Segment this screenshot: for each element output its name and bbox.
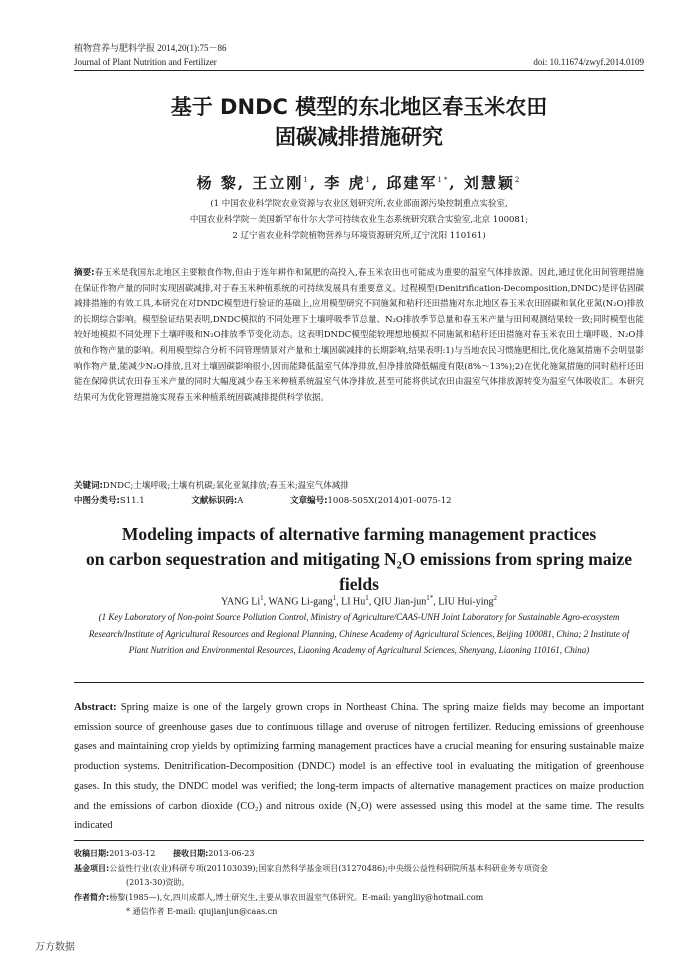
author-cn: 王立刚 xyxy=(252,174,304,192)
author-sup: 1 xyxy=(303,176,310,184)
keywords-cn xyxy=(74,479,644,491)
abstract-cn xyxy=(74,266,644,406)
accepted-date: 2013-06-23 xyxy=(208,849,255,858)
fund-label: 基金项目: xyxy=(74,863,110,873)
title-en-line: Modeling impacts of alternative farming management practices xyxy=(121,524,597,544)
keywords-cn-label: 关键词: xyxy=(74,481,103,491)
author-sup: 1 xyxy=(365,176,372,184)
abstract-rule xyxy=(74,682,644,683)
author-sup: 2 xyxy=(514,176,522,184)
affiliation-cn xyxy=(74,196,644,244)
fund-text: 公益性行业(农业)科研专项(201103039);国家自然科学基金项目(31270486);中央级公益性科研院所基本科研业务专项资金 xyxy=(109,863,548,873)
received-label: 收稿日期: xyxy=(74,849,110,858)
fund-line-2: (2013-30)资助。 xyxy=(126,878,190,887)
doc-code-label: 文献标识码: xyxy=(191,496,238,506)
journal-header-cn: 植物营养与肥料学报 2014,20(1):75－86 xyxy=(74,43,227,53)
abstract-cn-text: 春玉米是我国东北地区主要粮食作物,但由于连年耕作和氮肥的高投入,春玉米农田也可能成为重要的温室气体排放源。因此,通过优化田间管理措施在保证作物产量的同时实现固碳减排,对于春玉米种植系统的可持续发展具有重要意义。过程模型(Denitrification-Decomposition,DNDC)是评估固碳减排措施的有效工具,本研究在对DNDC模型进行验证的基础上,应用模型研究不同施氮和秸秆还田措施对东北地区春玉米农田固碳和氧化亚氮(N₂O)排放的长期综合影响。模型验证结果表明,DNDC模拟的不同处理下土壤呼吸季节总量、N₂O排放季节总量和春玉米产量与田间观测结果较一致;同时模型也能较好地模拟不同处理下土壤呼吸和N₂O排放季节变化动态。这表明DNDC模型能较理想地模拟不同施氮和秸秆还田措施对春玉米农田土壤呼吸、N₂O排放和作物产量的影响。利用模型综合分析不同管理情景对产量和土壤固碳减排的长期影响,结果表明:1)与当地农民习惯施肥相比,优化施氮措施不会明显影响作物产量,能减少N₂O排放,且对土壤固碳影响很小,因而能降低温室气体净排放,但净排放降低幅度有限(8%～13%);2)在优化施氮措施的同时秸秆还田能在保障供试农田春玉米产量的同时大幅度减少春玉米种植系统温室气体净排放,甚至可能将供试农田由温室气体排放源转变为温室气体吸收汇。本研究结果可为优化管理措施实现春玉米种植系统固碳减排提供科学依据。 xyxy=(74,268,644,403)
affiliation-en: (1 Key Laboratory of Non-point Source Pollution Control, Ministry of Agriculture/CAAS-UNH Joint Laboratory for Sustainable Agro-ecosystem Research/Institute of Agricultural Resources and Regional Planning, Chinese Academy of Agricultural Sciences, Beijing 100081, China; 2 Institute of Plant Nutrition and Environmental Resources, Liaoning Academy of Agricultural Sciences, Shenyang, Liaoning 110161, China) xyxy=(88,612,630,655)
author-sup: 1* xyxy=(426,594,434,602)
journal-name-en: Journal of Plant Nutrition and Fertilizer xyxy=(74,57,217,67)
author-bio-label: 作者简介: xyxy=(74,892,110,902)
footnotes xyxy=(74,847,644,920)
article-no-label: 文章编号: xyxy=(290,496,328,506)
title-en xyxy=(74,522,644,597)
clc-label: 中图分类号: xyxy=(74,496,120,506)
author-cn: 邱建军 xyxy=(386,174,438,192)
title-cn-line: 固碳减排措施研究 xyxy=(275,125,443,149)
author-cn: 杨 黎 xyxy=(196,174,238,192)
affiliation-line: 2 辽宁省农业科学院植物营养与环境资源研究所,辽宁沈阳 110161) xyxy=(232,231,486,241)
author-en: LI Hu xyxy=(341,596,366,608)
dates-line xyxy=(74,847,644,862)
header-rule xyxy=(74,70,644,71)
author-cn: 李 虎 xyxy=(324,174,366,192)
received-date: 2013-03-12 xyxy=(109,849,156,858)
author-en: LIU Hui-ying xyxy=(438,596,494,608)
author-en: WANG Li-gang xyxy=(268,596,333,608)
accepted-label: 接收日期: xyxy=(173,849,209,858)
abstract-en-text: Spring maize is one of the largely grown crops in Northeast China. The spring maize fields may become an important emission source of greenhouse gases due to continuous tillage and overuse of nitrogen fertilizer. Reducing emissions of greenhouse gases and maintaining crop yields by optimizing farming management practices have a crucial meaning for ensuring sustainable maize production systems. Denitrification-Decomposition (DNDC) model is an effective tool in evaluating the mitigation of greenhouse gases. In this study, the DNDC model was verified; the long-term impacts of alternative management practices on maize production and the emissions of carbon dioxide (CO₂) and nitrous oxide (N₂O) were assessed using this model at the same time. The results indicated xyxy=(74,702,645,832)
author-sup: 1 xyxy=(365,594,369,602)
clc-value: S11.1 xyxy=(119,496,145,506)
journal-header-en xyxy=(74,56,644,69)
author-sup: 1* xyxy=(437,176,450,184)
author-sup: 2 xyxy=(493,594,498,602)
abstract-en-label: Abstract: xyxy=(74,702,117,713)
clc-field xyxy=(74,496,145,506)
abstract-cn-label: 摘要: xyxy=(74,268,95,278)
author-en: QIU Jian-jun xyxy=(373,596,427,608)
abstract-en xyxy=(74,698,644,836)
author-cn: 刘慧颖 xyxy=(463,174,515,192)
corresponding-author: * 通信作者 E-mail: qiujianjun@caas.cn xyxy=(126,907,278,916)
classification-cn xyxy=(74,494,644,506)
authors-en: YANG Li$^1$, WANG Li-gang$^1$, LI Hu$^1$, QIU Jian-jun$^{1*}$, LIU Hui-ying$^2$ xyxy=(220,594,498,608)
author-bio-text: 杨黎(1985—),女,四川成都人,博士研究生,主要从事农田温室气体研究。E-mail: yangliiy@hotmail.com xyxy=(109,892,484,902)
affiliation-line: 中国农业科学院－美国新罕布什尔大学可持续农业生态系统研究联合实验室,北京 100081; xyxy=(189,215,529,225)
doc-code-value: A xyxy=(237,496,244,506)
doc-code-field xyxy=(191,496,243,506)
author-en: YANG Li xyxy=(220,596,261,608)
article-no-value: 1008-505X(2014)01-0075-12 xyxy=(327,496,452,506)
fund-line xyxy=(74,862,644,877)
title-cn-line: 基于 DNDC 模型的东北地区春玉米农田 xyxy=(170,95,548,119)
author-sup: 1 xyxy=(260,594,264,602)
title-cn xyxy=(74,92,644,152)
article-no-field xyxy=(290,496,451,506)
authors-cn: 杨 黎, 王立刚$^1$, 李 虎$^1$, 邱建军$^{1*}$, 刘慧颖$^2$ xyxy=(196,174,522,192)
title-en-line: on carbon sequestration and mitigating N₂O emissions from spring maize fields xyxy=(86,549,632,594)
author-bio-line xyxy=(74,891,644,906)
author-sup: 1 xyxy=(332,594,337,602)
affiliation-line: (1 中国农业科学院农业资源与农业区划研究所,农业部面源污染控制重点实验室, xyxy=(210,199,508,209)
footnote-rule xyxy=(74,840,644,841)
wanfang-watermark: 万方数据 xyxy=(35,942,75,953)
keywords-cn-text: DNDC;土壤呼吸;土壤有机碳;氧化亚氮排放;春玉米;温室气体减排 xyxy=(102,481,349,491)
doi-link[interactable]: doi: 10.11674/zwyf.2014.0109 xyxy=(533,57,644,67)
